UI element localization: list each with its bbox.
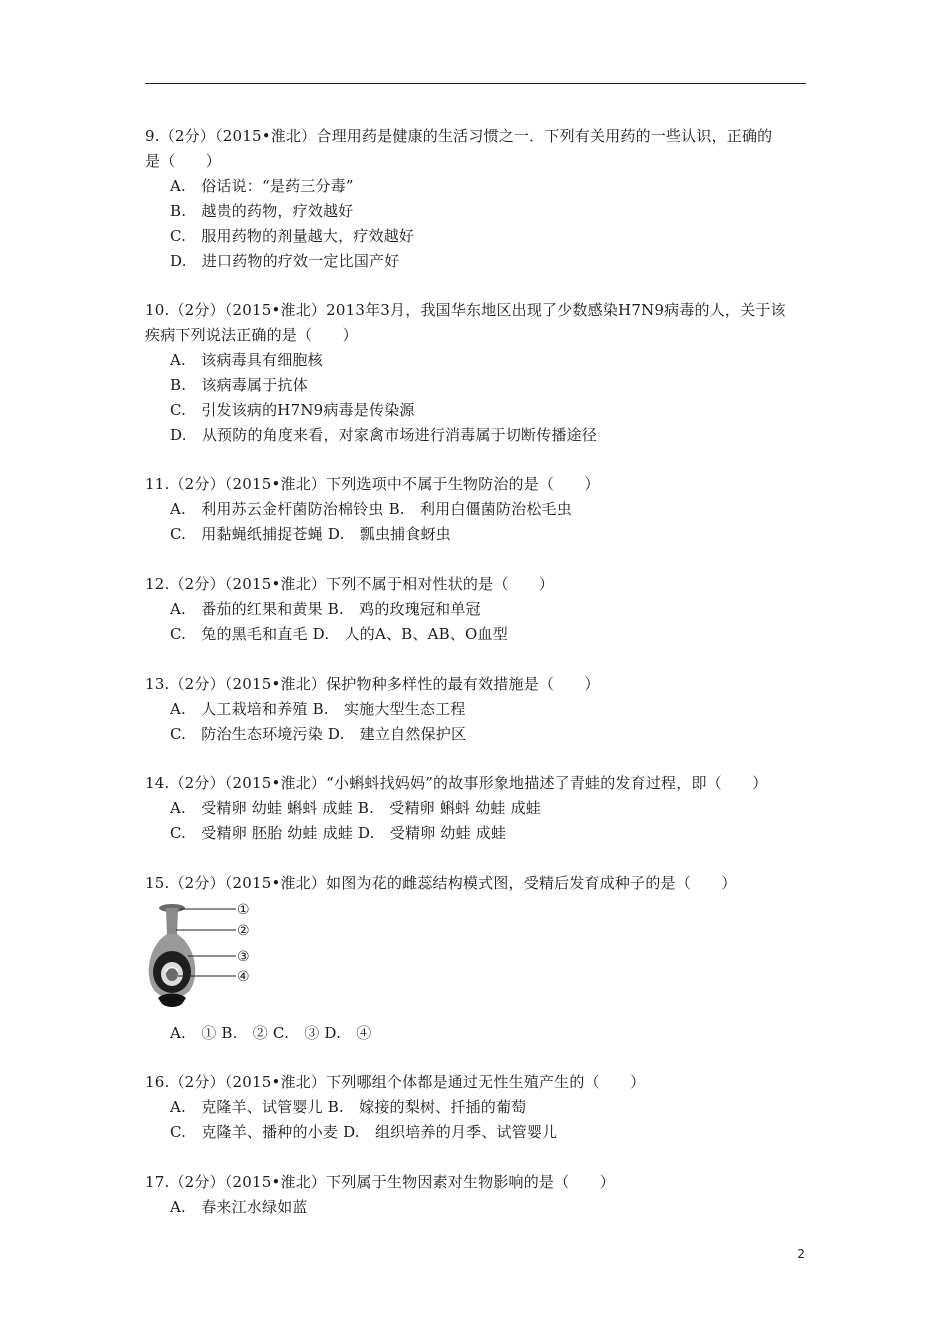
- question-15-options: A. ① B. ② C. ③ D. ④: [170, 1024, 372, 1042]
- question-17-option-a: A. 春来江水绿如蓝: [170, 1198, 308, 1216]
- question-15-stem: 15.（2分）（2015•淮北）如图为花的雌蕊结构模式图，受精后发育成种子的是（ ）: [145, 874, 737, 892]
- label-1: ①: [237, 902, 250, 918]
- question-9-option-c: C. 服用药物的剂量越大，疗效越好: [170, 227, 415, 245]
- label-4: ④: [237, 969, 250, 985]
- question-14-stem: 14.（2分）（2015•淮北）“小蝌蚪找妈妈”的故事形象地描述了青蛙的发育过程，即（ ）: [145, 774, 768, 792]
- question-11-options-cd: C. 用黏蝇纸捕捉苍蝇 D. 瓢虫捕食蚜虫: [170, 525, 451, 543]
- question-11-options-ab: A. 利用苏云金杆菌防治棉铃虫 B. 利用白僵菌防治松毛虫: [170, 500, 572, 518]
- pistil-diagram-svg: [140, 898, 260, 1016]
- question-9-option-d: D. 进口药物的疗效一定比国产好: [170, 252, 400, 270]
- question-13-options-cd: C. 防治生态环境污染 D. 建立自然保护区: [170, 725, 467, 743]
- question-9-option-b: B. 越贵的药物，疗效越好: [170, 202, 354, 220]
- question-10-option-a: A. 该病毒具有细胞核: [170, 351, 323, 369]
- question-10-option-c: C. 引发该病的H7N9病毒是传染源: [170, 401, 415, 419]
- header-rule: [145, 83, 806, 84]
- page-number: 2: [797, 1247, 805, 1261]
- question-14-options-ab: A. 受精卵 幼蛙 蝌蚪 成蛙 B. 受精卵 蝌蚪 幼蛙 成蛙: [170, 799, 541, 817]
- question-16-options-ab: A. 克隆羊、试管婴儿 B. 嫁接的梨树、扦插的葡萄: [170, 1098, 527, 1116]
- question-12-stem: 12.（2分）（2015•淮北）下列不属于相对性状的是（ ）: [145, 575, 555, 593]
- question-10-stem: 疾病下列说法正确的是（ ）: [145, 326, 358, 344]
- question-11-stem: 11.（2分）（2015•淮北）下列选项中不属于生物防治的是（ ）: [145, 475, 600, 493]
- question-16-options-cd: C. 克隆羊、播种的小麦 D. 组织培养的月季、试管婴儿: [170, 1123, 558, 1141]
- question-12-options-cd: C. 兔的黑毛和直毛 D. 人的A、B、AB、O血型: [170, 625, 508, 643]
- receptacle-shape: [158, 994, 186, 1008]
- label-3: ③: [237, 949, 250, 965]
- question-13-stem: 13.（2分）（2015•淮北）保护物种多样性的最有效措施是（ ）: [145, 675, 600, 693]
- question-9-stem: 9.（2分）（2015•淮北）合理用药是健康的生活习惯之一．下列有关用药的一些认识，正确的: [145, 127, 773, 145]
- question-9-option-a: A. 俗话说：“是药三分毒”: [170, 177, 354, 195]
- question-17-stem: 17.（2分）（2015•淮北）下列属于生物因素对生物影响的是（ ）: [145, 1173, 615, 1191]
- question-9-stem: 是（ ）: [145, 152, 222, 170]
- question-10-stem: 10.（2分）（2015•淮北）2013年3月，我国华东地区出现了少数感染H7N9病毒的人，关于该: [145, 301, 786, 319]
- pistil-diagram: [140, 898, 260, 1016]
- question-10-option-d: D. 从预防的角度来看，对家禽市场进行消毒属于切断传播途径: [170, 426, 598, 444]
- question-10-option-b: B. 该病毒属于抗体: [170, 376, 308, 394]
- label-2: ②: [237, 923, 250, 939]
- question-14-options-cd: C. 受精卵 胚胎 幼蛙 成蛙 D. 受精卵 幼蛙 成蛙: [170, 824, 507, 842]
- question-12-options-ab: A. 番茄的红果和黄果 B. 鸡的玫瑰冠和单冠: [170, 600, 481, 618]
- question-13-options-ab: A. 人工栽培和养殖 B. 实施大型生态工程: [170, 700, 466, 718]
- question-16-stem: 16.（2分）（2015•淮北）下列哪组个体都是通过无性生殖产生的（ ）: [145, 1073, 646, 1091]
- style-shape: [166, 908, 178, 936]
